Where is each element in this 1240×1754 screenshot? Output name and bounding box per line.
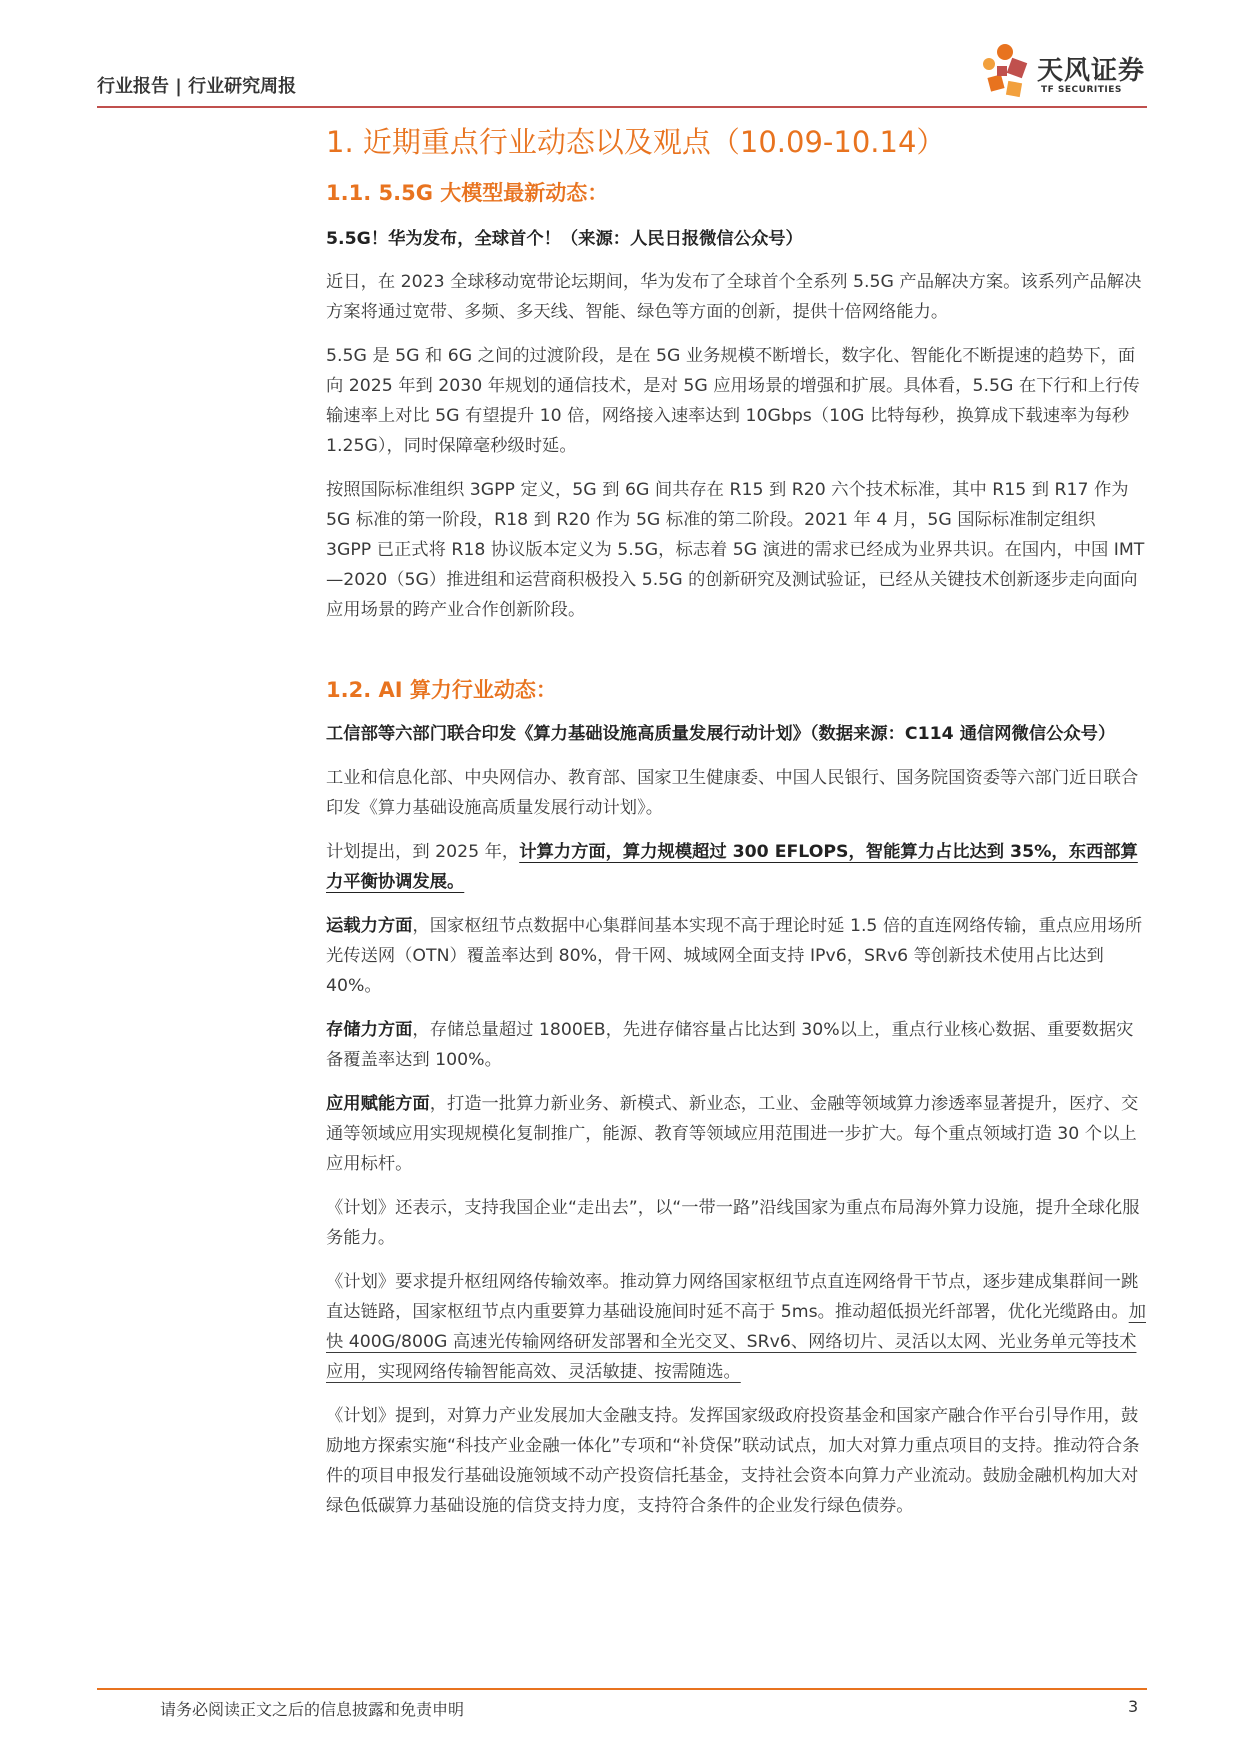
plan-target-paragraph (326, 837, 1146, 897)
paragraph: 5.5G 是 5G 和 6G 之间的过渡阶段，是在 5G 业务规模不断增长，数字化、智能化不断提速的趋势下，面向 2025 年到 2030 年规划的通信技术，是对 5G 应用场景的增强和扩展。具体看，5.5G 在下行和上行传输速率上对比 5G 有望提升 10 倍，网络接入速率达到 10Gbps（10G 比特每秒，换算成下载速率为每秒 1.25G），同时保障毫秒级时延。 (326, 346, 1140, 456)
footer-disclaimer: 请务必阅读正文之后的信息披露和免责申明 (160, 1700, 465, 1719)
plan-target-intro: 计划提出，到 2025 年， (326, 842, 520, 862)
network-text: 《计划》要求提升枢纽网络传输效率。推动算力网络国家枢纽节点直连网络骨干节点，逐步建成集群间一跳直达链路，国家枢纽节点内重要算力基础设施间时延不高于 5ms。推动超低损光纤部署，优化光缆路由。 (326, 1272, 1139, 1322)
paragraph: 《计划》还表示，支持我国企业“走出去”，以“一带一路”沿线国家为重点布局海外算力设施，提升全球化服务能力。 (326, 1198, 1140, 1248)
header-divider (97, 106, 1147, 108)
subsection-title-1: 1.1. 5.5G 大模型最新动态： (326, 181, 609, 205)
report-type: 行业报告 | 行业研究周报 (97, 76, 297, 97)
application-paragraph (326, 1089, 1146, 1179)
application-lead: 应用赋能方面 (326, 1094, 430, 1114)
footer-divider (97, 1688, 1147, 1690)
storage-paragraph (326, 1015, 1146, 1075)
logo-name: 天风证券 (1037, 56, 1146, 86)
plan-target-highlight: 计算力方面，算力规模超过 300 EFLOPS，智能算力占比达到 35%，东西部算力平衡协调发展。 (326, 842, 1138, 892)
news-source-2: 工信部等六部门联合印发《算力基础设施高质量发展行动计划》（数据来源：C114 通信网微信公众号） (326, 724, 1116, 744)
application-text: ，打造一批算力新业务、新模式、新业态，工业、金融等领域算力渗透率显著提升，医疗、交通等领域应用实现规模化复制推广，能源、教育等领域应用范围进一步扩大。每个重点领域打造 30 个以上应用标杆。 (326, 1094, 1139, 1174)
storage-lead: 存储力方面 (326, 1020, 413, 1040)
paragraph: 工业和信息化部、中央网信办、教育部、国家卫生健康委、中国人民银行、国务院国资委等六部门近日联合印发《算力基础设施高质量发展行动计划》。 (326, 768, 1139, 818)
main-content (326, 118, 1146, 1521)
subsection-title-2: 1.2. AI 算力行业动态： (326, 678, 557, 702)
tf-securities-logo (975, 40, 1155, 104)
paragraph: 近日，在 2023 全球移动宽带论坛期间，华为发布了全球首个全系列 5.5G 产品解决方案。该系列产品解决方案将通过宽带、多频、多天线、智能、绿色等方面的创新，提供十倍网络能力。 (326, 272, 1142, 322)
page-number: 3 (1128, 1697, 1139, 1716)
news-source-1: 5.5G！华为发布，全球首个！（来源：人民日报微信公众号） (326, 229, 803, 249)
paragraph: 《计划》提到，对算力产业发展加大金融支持。发挥国家级政府投资基金和国家产融合作平台引导作用，鼓励地方探索实施“科技产业金融一体化”专项和“补贷保”联动试点，加大对算力重点项目的支持。推动符合条件的项目申报发行基础设施领域不动产投资信托基金，支持社会资本向算力产业流动。鼓励金融机构加大对绿色低碳算力基础设施的信贷支持力度，支持符合条件的企业发行绿色债券。 (326, 1406, 1140, 1516)
transport-lead: 运载力方面 (326, 916, 413, 936)
network-paragraph (326, 1267, 1146, 1387)
flower-logo-icon (975, 40, 1035, 104)
logo-subtitle: TF SECURITIES (1041, 85, 1122, 95)
storage-text: ，存储总量超过 1800EB，先进存储容量占比达到 30%以上，重点行业核心数据、重要数据灾备覆盖率达到 100%。 (326, 1020, 1134, 1070)
section-title: 1. 近期重点行业动态以及观点（10.09-10.14） (326, 125, 946, 159)
paragraph: 按照国际标准组织 3GPP 定义，5G 到 6G 间共存在 R15 到 R20 六个技术标准，其中 R15 到 R17 作为 5G 标准的第一阶段，R18 到 R20 作为 5G 标准的第二阶段。2021 年 4 月，5G 国际标准制定组织 3GPP 已正式将 R18 协议版本定义为 5.5G，标志着 5G 演进的需求已经成为业界共识。在国内，中国 IMT—2020（5G）推进组和运营商积极投入 5.5G 的创新研究及测试验证，已经从关键技术创新逐步走向面向应用场景的跨产业合作创新阶段。 (326, 480, 1145, 620)
network-highlight: 加快 400G/800G 高速光传输网络研发部署和全光交叉、SRv6、网络切片、灵活以太网、光业务单元等技术应用，实现网络传输智能高效、灵活敏捷、按需随选。 (326, 1302, 1146, 1382)
transport-text: ，国家枢纽节点数据中心集群间基本实现不高于理论时延 1.5 倍的直连网络传输，重点应用场所光传送网（OTN）覆盖率达到 80%，骨干网、城域网全面支持 IPv6，SRv6 等创新技术使用占比达到 40%。 (326, 916, 1143, 996)
transport-paragraph (326, 911, 1146, 1001)
